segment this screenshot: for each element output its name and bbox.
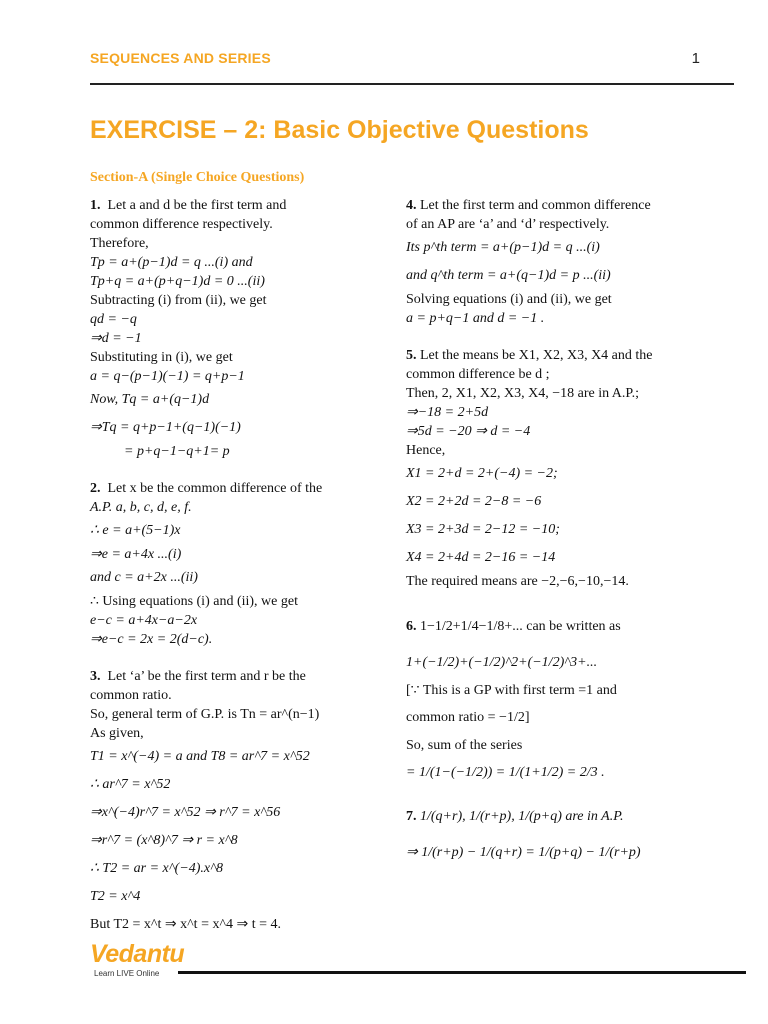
q4-line-2: of an AP are ‘a’ and ‘d’ respectively. <box>406 217 610 232</box>
q1-eq-7: ⇒Tq = q+p−1+(q−1)(−1) <box>90 420 241 435</box>
spacer <box>90 649 362 667</box>
q3-eq-2: ∴ ar^7 = x^52 <box>90 777 171 792</box>
q5-eq-5: X3 = 2+3d = 2−12 = −10; <box>406 522 560 537</box>
q6-eq-1: 1+(−1/2)+(−1/2)^2+(−1/2)^3+... <box>406 655 598 670</box>
page-number: 1 <box>691 50 700 67</box>
q1-eq-5: a = q−(p−1)(−1) = q+p−1 <box>90 369 245 384</box>
q7-line-1: 1/(q+r), 1/(r+p), 1/(p+q) are in A.P. <box>420 809 624 824</box>
logo-wordmark: Vedantu <box>90 940 185 968</box>
q5-number: 5. <box>406 348 417 363</box>
q6-line-3: [∵ This is a GP with first term =1 and <box>406 683 617 698</box>
q2-line-6: ∴ Using equations (i) and (ii), we get <box>90 594 298 609</box>
running-header: SEQUENCES AND SERIES <box>90 50 271 66</box>
q7-number: 7. <box>406 809 417 824</box>
q3-line-1: Let ‘a’ be the first term and r be the <box>107 669 306 684</box>
q5-eq-4: X2 = 2+2d = 2−8 = −6 <box>406 494 542 509</box>
footer-divider <box>178 971 746 974</box>
q2-eq-5: ⇒e−c = 2x = 2(d−c). <box>90 632 213 647</box>
q2-number: 2. <box>90 481 101 496</box>
q3-eq-5: ∴ T2 = ar = x^(−4).x^8 <box>90 861 224 876</box>
q2-line-1: Let x be the common difference of the <box>107 481 323 496</box>
q4-line-1: Let the first term and common difference <box>420 198 651 213</box>
logo-tagline: Learn LIVE Online <box>94 969 160 978</box>
q3-line-4: As given, <box>90 726 144 741</box>
q4-eq-2: and q^th term = a+(q−1)d = p ...(ii) <box>406 268 611 283</box>
q5-eq-1: ⇒−18 = 2+5d <box>406 405 489 420</box>
q5-line-3: Then, 2, X1, X2, X3, X4, −18 are in A.P.; <box>406 386 640 401</box>
q5-eq-2: ⇒5d = −20 ⇒ d = −4 <box>406 424 531 439</box>
q5-line-11: The required means are −2,−6,−10,−14. <box>406 574 629 589</box>
q2-eq-2: ⇒e = a+4x ...(i) <box>90 547 182 562</box>
q4-eq-3: a = p+q−1 and d = −1 . <box>406 311 545 326</box>
q1-line-9: Substituting in (i), we get <box>90 350 233 365</box>
right-column <box>406 196 678 871</box>
spacer <box>90 461 362 479</box>
q5-eq-6: X4 = 2+4d = 2−16 = −14 <box>406 550 556 565</box>
q1-line-1: 1. Let a and d be the first term and <box>90 198 287 213</box>
q3-eq-6: T2 = x^4 <box>90 889 141 904</box>
q1-eq-8: = p+q−1−q+1= p <box>124 444 230 459</box>
header-divider <box>90 83 734 85</box>
left-column <box>90 196 362 939</box>
q6-eq-2: = 1/(1−(−1/2)) = 1/(1+1/2) = 2/3 . <box>406 765 605 780</box>
q2-eq-3: and c = a+2x ...(ii) <box>90 570 198 585</box>
q3-eq-3: ⇒x^(−4)r^7 = x^52 ⇒ r^7 = x^56 <box>90 805 281 820</box>
q1-number: 1. <box>90 198 101 213</box>
q1-eq-2: Tp+q = a+(p+q−1)d = 0 ...(ii) <box>90 274 265 289</box>
spacer <box>406 791 678 799</box>
q2-eq-4: e−c = a+4x−a−2x <box>90 613 198 628</box>
q1-eq-3: qd = −q <box>90 312 137 327</box>
q3-eq-1: T1 = x^(−4) = a and T8 = ar^7 = x^52 <box>90 749 310 764</box>
q6-line-4: common ratio = −1/2] <box>406 710 530 725</box>
section-heading: Section-A (Single Choice Questions) <box>90 170 305 185</box>
q5-line-2: common difference be d ; <box>406 367 550 382</box>
q6-line-5: So, sum of the series <box>406 738 523 753</box>
spacer <box>406 591 678 609</box>
vedantu-logo <box>90 940 190 985</box>
q3-eq-7: But T2 = x^t ⇒ x^t = x^4 ⇒ t = 4. <box>90 917 282 932</box>
q1-eq-4: ⇒d = −1 <box>90 331 142 346</box>
q1-eq-6: Now, Tq = a+(q−1)d <box>90 392 210 407</box>
q3-line-3: So, general term of G.P. is Tn = ar^(n−1) <box>90 707 320 722</box>
q2-line-2: A.P. a, b, c, d, e, f. <box>90 500 192 515</box>
q6-number: 6. <box>406 619 417 634</box>
q6-line-1: 1−1/2+1/4−1/8+... can be written as <box>420 619 621 634</box>
q1-line-2: common difference respectively. <box>90 217 273 232</box>
q7-eq-1: ⇒ 1/(r+p) − 1/(q+r) = 1/(p+q) − 1/(r+p) <box>406 845 641 860</box>
q5-eq-3: X1 = 2+d = 2+(−4) = −2; <box>406 466 558 481</box>
q4-number: 4. <box>406 198 417 213</box>
q1-eq-1: Tp = a+(p−1)d = q ...(i) and <box>90 255 253 270</box>
q1-line-6: Subtracting (i) from (ii), we get <box>90 293 267 308</box>
exercise-title: EXERCISE – 2: Basic Objective Questions <box>90 116 589 144</box>
spacer <box>406 328 678 346</box>
q3-line-2: common ratio. <box>90 688 172 703</box>
q5-line-1: Let the means be X1, X2, X3, X4 and the <box>420 348 653 363</box>
q3-eq-4: ⇒r^7 = (x^8)^7 ⇒ r = x^8 <box>90 833 238 848</box>
q4-eq-1: Its p^th term = a+(p−1)d = q ...(i) <box>406 240 600 255</box>
q3-number: 3. <box>90 669 101 684</box>
q2-eq-1: ∴ e = a+(5−1)x <box>90 523 181 538</box>
q1-line-3: Therefore, <box>90 236 149 251</box>
q5-line-6: Hence, <box>406 443 446 458</box>
q4-line-5: Solving equations (i) and (ii), we get <box>406 292 612 307</box>
